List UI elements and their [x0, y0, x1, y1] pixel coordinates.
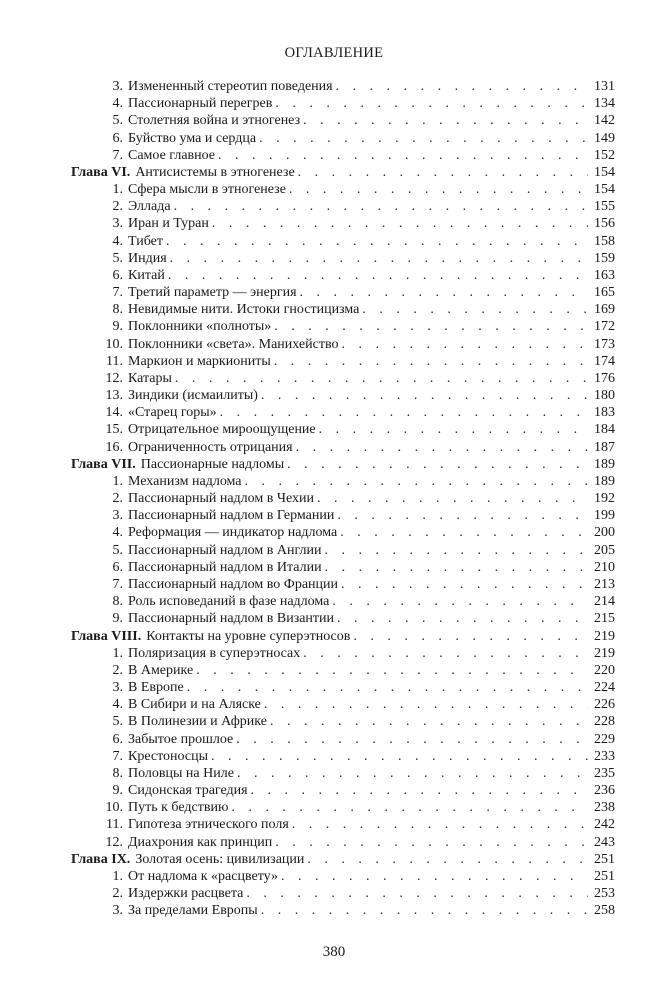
dot-leader	[303, 112, 588, 129]
page-ref: 228	[594, 714, 615, 730]
page-ref: 131	[594, 79, 615, 94]
toc-chapter-row	[71, 851, 615, 868]
entry-number: 2.	[112, 662, 123, 678]
page-ref: 154	[594, 182, 615, 198]
page-ref: 213	[594, 576, 615, 592]
page-ref: 187	[594, 439, 615, 455]
page-ref: 142	[594, 113, 615, 129]
entry-title: Невидимые нити. Истоки гностицизма	[128, 302, 360, 318]
entry-number: 2.	[112, 199, 123, 215]
entry-title: Пассионарный надлом в Византии	[128, 611, 335, 627]
page-ref: 155	[594, 199, 615, 215]
entry-title: В Полинезии и Африке	[128, 714, 267, 730]
toc-entry-row	[71, 679, 615, 696]
toc-entry-row	[71, 181, 615, 198]
entry-number: 8.	[112, 594, 123, 610]
dot-leader	[237, 765, 588, 782]
toc-entry-row	[71, 868, 615, 885]
entry-title: Катары	[128, 370, 172, 386]
dot-leader	[196, 662, 588, 679]
page-ref: 253	[594, 886, 615, 902]
dot-leader	[281, 868, 588, 885]
entry-title: Ограниченность отрицания	[128, 439, 293, 455]
page-ref: 176	[594, 370, 615, 386]
dot-leader	[168, 267, 588, 284]
dot-leader	[170, 250, 588, 267]
chapter-number: Глава VIII.	[71, 628, 142, 644]
toc-entry-row	[71, 748, 615, 765]
dot-leader	[275, 95, 588, 112]
page-ref: 172	[594, 319, 615, 335]
table-of-contents	[71, 78, 615, 919]
entry-number: 7.	[112, 748, 123, 764]
page-ref: 219	[594, 645, 615, 661]
entry-number: 3.	[112, 508, 123, 524]
dot-leader	[251, 782, 588, 799]
dot-leader	[319, 421, 588, 438]
toc-entry-row	[71, 215, 615, 232]
dot-leader	[300, 284, 588, 301]
entry-number: 10.	[105, 800, 123, 816]
toc-entry-row	[71, 473, 615, 490]
toc-entry-row	[71, 490, 615, 507]
dot-leader	[336, 78, 588, 95]
page-ref: 242	[594, 817, 615, 833]
dot-leader	[175, 370, 588, 387]
entry-number: 8.	[112, 302, 123, 318]
page-ref: 154	[594, 164, 615, 180]
dot-leader	[292, 816, 588, 833]
toc-entry-row	[71, 696, 615, 713]
page-ref: 152	[594, 147, 615, 163]
toc-entry-row	[71, 421, 615, 438]
dot-leader	[212, 215, 588, 232]
toc-entry-row	[71, 112, 615, 129]
toc-chapter-row	[71, 164, 615, 181]
entry-title: Столетняя война и этногенез	[128, 113, 301, 129]
toc-entry-row	[71, 559, 615, 576]
entry-number: 3.	[112, 680, 123, 696]
entry-number: 5.	[112, 714, 123, 730]
entry-title: Китай	[128, 267, 165, 283]
entry-number: 9.	[112, 319, 123, 335]
dot-leader	[264, 696, 588, 713]
page-ref: 199	[594, 508, 615, 524]
page-ref: 258	[594, 903, 615, 919]
toc-entry-row	[71, 130, 615, 147]
entry-number: 2.	[112, 886, 123, 902]
page-ref: 215	[594, 611, 615, 627]
page-ref: 219	[594, 628, 615, 644]
dot-leader	[231, 799, 588, 816]
chapter-number: Глава VII.	[71, 456, 136, 472]
page-ref: 156	[594, 216, 615, 232]
toc-entry-row	[71, 576, 615, 593]
entry-number: 4.	[112, 697, 123, 713]
entry-title: Половцы на Ниле	[128, 765, 234, 781]
entry-title: Индия	[128, 250, 167, 266]
page-ref: 238	[594, 800, 615, 816]
dot-leader	[211, 748, 588, 765]
page-ref: 205	[594, 542, 615, 558]
toc-entry-row	[71, 318, 615, 335]
toc-entry-row	[71, 816, 615, 833]
dot-leader	[337, 610, 588, 627]
entry-number: 1.	[112, 645, 123, 661]
dot-leader	[341, 336, 588, 353]
entry-number: 16.	[105, 439, 123, 455]
entry-number: 1.	[112, 182, 123, 198]
page-ref: 224	[594, 680, 615, 696]
dot-leader	[340, 524, 588, 541]
entry-title: Гипотеза этнического поля	[128, 817, 289, 833]
toc-entry-row	[71, 439, 615, 456]
entry-number: 1.	[112, 473, 123, 489]
dot-leader	[236, 731, 588, 748]
dot-leader	[325, 559, 588, 576]
entry-number: 5.	[112, 250, 123, 266]
dot-leader	[166, 233, 588, 250]
toc-entry-row	[71, 95, 615, 112]
entry-title: Тибет	[128, 233, 163, 249]
entry-number: 4.	[112, 96, 123, 112]
entry-title: Пассионарный надлом во Франции	[128, 576, 339, 592]
dot-leader	[270, 713, 588, 730]
toc-entry-row	[71, 78, 615, 95]
toc-entry-row	[71, 782, 615, 799]
entry-title: Поклонники «полноты»	[128, 319, 272, 335]
page-ref: 169	[594, 302, 615, 318]
page-ref: 210	[594, 559, 615, 575]
page-ref: 180	[594, 388, 615, 404]
toc-entry-row	[71, 198, 615, 215]
page-ref: 174	[594, 353, 615, 369]
dot-leader	[324, 542, 588, 559]
entry-title: Поклонники «света». Манихейство	[128, 336, 339, 352]
entry-title: Эллада	[128, 199, 171, 215]
entry-title: Зиндики (исмаилиты)	[128, 388, 258, 404]
entry-title: Сидонская трагедия	[128, 783, 248, 799]
chapter-number: Глава VI.	[71, 164, 131, 180]
entry-title: Роль исповеданий в фазе надлома	[128, 594, 330, 610]
entry-title: От надлома к «расцвету»	[128, 868, 279, 884]
page-ref: 158	[594, 233, 615, 249]
entry-number: 11.	[106, 353, 123, 369]
toc-entry-row	[71, 250, 615, 267]
entry-number: 15.	[105, 422, 123, 438]
dot-leader	[261, 387, 588, 404]
entry-title: Отрицательное мироощущение	[128, 422, 316, 438]
dot-leader	[296, 439, 588, 456]
page-ref: 251	[594, 851, 615, 867]
entry-title: Диахрония как принцип	[128, 834, 273, 850]
entry-title: Пассионарный надлом в Германии	[128, 508, 335, 524]
chapter-title: Контакты на уровне суперэтносов	[146, 628, 351, 644]
entry-number: 6.	[112, 731, 123, 747]
dot-leader	[220, 404, 588, 421]
dot-leader	[274, 318, 588, 335]
entry-number: 12.	[105, 370, 123, 386]
entry-title: Третий параметр — энергия	[128, 285, 297, 301]
chapter-title: Пассионарные надломы	[140, 456, 285, 472]
page-ref: 251	[594, 868, 615, 884]
entry-title: В Сибири и на Аляске	[128, 697, 261, 713]
page-ref: 184	[594, 422, 615, 438]
toc-entry-row	[71, 336, 615, 353]
dot-leader	[303, 645, 588, 662]
dot-leader	[174, 198, 588, 215]
entry-title: Путь к бедствию	[128, 800, 229, 816]
entry-title: Пассионарный надлом в Италии	[128, 559, 322, 575]
dot-leader	[218, 147, 588, 164]
page-ref: 183	[594, 405, 615, 421]
toc-entry-row	[71, 507, 615, 524]
entry-number: 10.	[105, 336, 123, 352]
entry-title: Крестоносцы	[128, 748, 209, 764]
entry-number: 6.	[112, 130, 123, 146]
toc-entry-row	[71, 610, 615, 627]
toc-entry-row	[71, 353, 615, 370]
entry-title: В Европе	[128, 680, 184, 696]
page-ref: 233	[594, 748, 615, 764]
entry-title: Механизм надлома	[128, 473, 242, 489]
entry-number: 4.	[112, 233, 123, 249]
dot-leader	[275, 834, 588, 851]
page-ref: 226	[594, 697, 615, 713]
toc-entry-row	[71, 284, 615, 301]
page-ref: 236	[594, 783, 615, 799]
page-ref: 173	[594, 336, 615, 352]
page-ref: 220	[594, 662, 615, 678]
dot-leader	[362, 301, 588, 318]
dot-leader	[341, 576, 588, 593]
entry-number: 11.	[106, 817, 123, 833]
page-ref: 189	[594, 456, 615, 472]
dot-leader	[317, 490, 588, 507]
toc-entry-row	[71, 404, 615, 421]
entry-number: 3.	[112, 903, 123, 919]
entry-number: 4.	[112, 525, 123, 541]
entry-number: 9.	[112, 611, 123, 627]
page-ref: 229	[594, 731, 615, 747]
entry-number: 6.	[112, 559, 123, 575]
dot-leader	[289, 181, 588, 198]
entry-title: Измененный стереотип поведения	[128, 79, 333, 94]
entry-number: 6.	[112, 267, 123, 283]
entry-title: Забытое прошлое	[128, 731, 234, 747]
dot-leader	[298, 164, 588, 181]
toc-entry-row	[71, 645, 615, 662]
toc-entry-row	[71, 799, 615, 816]
entry-number: 9.	[112, 783, 123, 799]
page-number: 380	[322, 944, 346, 960]
page-ref: 235	[594, 765, 615, 781]
toc-entry-row	[71, 370, 615, 387]
dot-leader	[261, 902, 588, 919]
page-header: ОГЛАВЛЕНИЕ	[284, 45, 384, 61]
entry-number: 7.	[112, 576, 123, 592]
toc-entry-row	[71, 267, 615, 284]
page-ref: 243	[594, 834, 615, 850]
dot-leader	[287, 456, 588, 473]
dot-leader	[246, 885, 588, 902]
entry-title: Издержки расцвета	[128, 886, 244, 902]
page-ref: 149	[594, 130, 615, 146]
entry-number: 8.	[112, 765, 123, 781]
entry-number: 7.	[112, 147, 123, 163]
toc-entry-row	[71, 834, 615, 851]
entry-title: Пассионарный перегрев	[128, 96, 273, 112]
toc-entry-row	[71, 387, 615, 404]
chapter-title: Антисистемы в этногенезе	[135, 164, 295, 180]
entry-number: 14.	[105, 405, 123, 421]
page-ref: 163	[594, 267, 615, 283]
toc-entry-row	[71, 662, 615, 679]
entry-number: 3.	[112, 79, 123, 94]
page-ref: 214	[594, 594, 615, 610]
page-ref: 192	[594, 491, 615, 507]
dot-leader	[245, 473, 588, 490]
chapter-title: Золотая осень: цивилизации	[135, 851, 305, 867]
entry-title: Реформация — индикатор надлома	[128, 525, 338, 541]
entry-number: 13.	[105, 388, 123, 404]
entry-title: Самое главное	[128, 147, 216, 163]
toc-entry-row	[71, 593, 615, 610]
entry-title: Буйство ума и сердца	[128, 130, 257, 146]
page-ref: 165	[594, 285, 615, 301]
entry-number: 5.	[112, 542, 123, 558]
toc-entry-row	[71, 731, 615, 748]
dot-leader	[274, 353, 588, 370]
dot-leader	[187, 679, 588, 696]
dot-leader	[353, 628, 588, 645]
toc-entry-row	[71, 233, 615, 250]
entry-title: За пределами Европы	[128, 903, 258, 919]
entry-title: В Америке	[128, 662, 194, 678]
chapter-number: Глава IX.	[71, 851, 131, 867]
dot-leader	[337, 507, 588, 524]
entry-title: Иран и Туран	[128, 216, 209, 232]
toc-chapter-row	[71, 628, 615, 645]
toc-entry-row	[71, 147, 615, 164]
entry-number: 3.	[112, 216, 123, 232]
entry-number: 2.	[112, 491, 123, 507]
entry-number: 5.	[112, 113, 123, 129]
page-ref: 189	[594, 473, 615, 489]
dot-leader	[307, 851, 588, 868]
toc-entry-row	[71, 713, 615, 730]
entry-number: 1.	[112, 868, 123, 884]
toc-entry-row	[71, 765, 615, 782]
page-ref: 200	[594, 525, 615, 541]
toc-chapter-row	[71, 456, 615, 473]
toc-entry-row	[71, 524, 615, 541]
entry-title: Маркион и маркиониты	[128, 353, 271, 369]
entry-title: Пассионарный надлом в Чехии	[128, 491, 314, 507]
entry-title: «Старец горы»	[128, 405, 217, 421]
dot-leader	[332, 593, 588, 610]
toc-entry-row	[71, 542, 615, 559]
entry-number: 12.	[105, 834, 123, 850]
page-ref: 159	[594, 250, 615, 266]
page-ref: 134	[594, 96, 615, 112]
toc-entry-row	[71, 301, 615, 318]
toc-entry-row	[71, 902, 615, 919]
entry-title: Сфера мысли в этногенезе	[128, 182, 286, 198]
entry-number: 7.	[112, 285, 123, 301]
entry-title: Поляризация в суперэтносах	[128, 645, 301, 661]
toc-entry-row	[71, 885, 615, 902]
entry-title: Пассионарный надлом в Англии	[128, 542, 322, 558]
dot-leader	[259, 130, 588, 147]
